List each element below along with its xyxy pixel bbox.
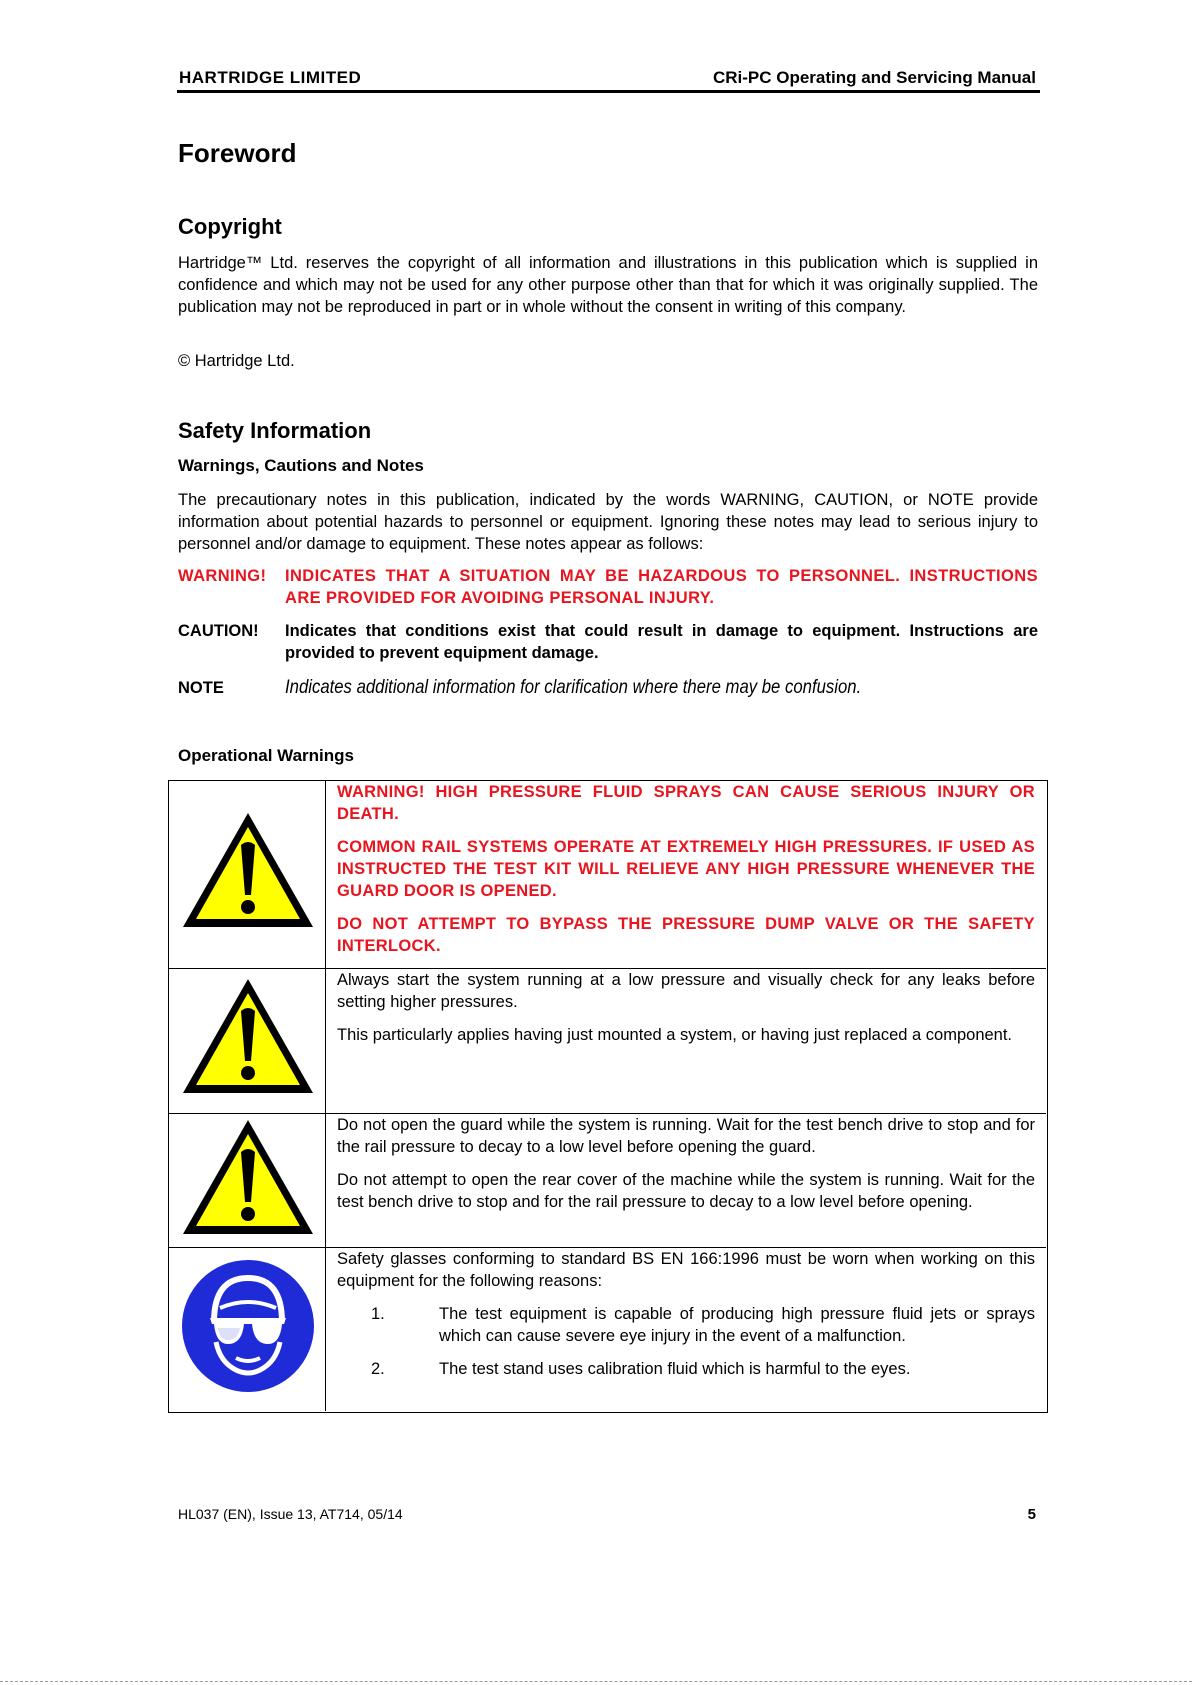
footer-page-number: 5: [1027, 1506, 1036, 1523]
row1-text: [337, 781, 1035, 968]
icon-cell: [169, 1248, 326, 1411]
copyright-title: Copyright: [178, 214, 282, 239]
operational-title: Operational Warnings: [178, 746, 355, 765]
footer-doc-ref: HL037 (EN), Issue 13, AT714, 05/14: [178, 1506, 403, 1522]
row4-paragraph-1: Safety glasses conforming to standard BS EN 166:1996 must be worn when working on this equipment for the following reasons:: [337, 1250, 1035, 1290]
warning-example: [178, 565, 1038, 611]
page-header: [177, 66, 1040, 93]
icon-cell: [169, 781, 326, 968]
header-company: HARTRIDGE LIMITED: [179, 68, 362, 87]
list-item-text: The test equipment is capable of producing high pressure fluid jets or sprays which can cause severe eye injury in the event of a malfunction.: [439, 1305, 1035, 1345]
note-example: [178, 677, 1038, 701]
row3-paragraph-1: Do not open the guard while the system is running. Wait for the test bench drive to stop and for the rail pressure to decay to a low level before opening the guard.: [337, 1116, 1035, 1156]
list-item-text: The test stand uses calibration fluid which is harmful to the eyes.: [439, 1360, 911, 1378]
foreword-title: Foreword: [178, 138, 297, 168]
row2-text: [337, 969, 1035, 1057]
warning-triangle-icon: [179, 1116, 317, 1238]
warning-triangle-icon: [179, 809, 317, 931]
warning-triangle-icon: [179, 975, 317, 1097]
caution-text: Indicates that conditions exist that could result in damage to equipment. Instructions are provided to prevent equipment damage.: [285, 622, 1038, 662]
operational-warnings-table: [168, 780, 1048, 1413]
warning-label: WARNING!: [178, 567, 267, 585]
copyright-notice: © Hartridge Ltd.: [178, 352, 295, 370]
safety-title: Safety Information: [178, 418, 372, 443]
row1-warning-detail: COMMON RAIL SYSTEMS OPERATE AT EXTREMELY HIGH PRESSURES. IF USED AS INSTRUCTED THE TEST KIT WILL RELIEVE ANY HIGH PRESSURE WHENEVER THE GUARD DOOR IS OPENED.: [337, 838, 1035, 900]
copyright-body: Hartridge™ Ltd. reserves the copyright of all information and illustrations in this publication which is supplied in confidence and which may not be used for any other purpose other than that for which it was originally supplied. The publication may not be reproduced in part or in whole without the consent in writing of this company.: [178, 254, 1038, 316]
header-manual-title: CRi-PC Operating and Servicing Manual: [712, 68, 1036, 87]
safety-subtitle: Warnings, Cautions and Notes: [178, 456, 424, 475]
list-item-number: 1.: [371, 1305, 385, 1323]
table-row: [169, 969, 1046, 1114]
note-text: Indicates additional information for clarification where there may be confusion.: [285, 677, 862, 698]
caution-label: CAUTION!: [178, 622, 259, 640]
caution-example: [178, 620, 1038, 666]
list-item: [337, 1303, 1035, 1347]
page-edge-divider: [0, 1681, 1192, 1682]
note-label: NOTE: [178, 679, 224, 697]
row2-paragraph-1: Always start the system running at a low pressure and visually check for any leaks before setting higher pressures.: [337, 971, 1035, 1011]
table-row: [169, 1114, 1046, 1248]
row4-text: [337, 1248, 1035, 1391]
row1-warning-headline: WARNING! HIGH PRESSURE FLUID SPRAYS CAN CAUSE SERIOUS INJURY OR DEATH.: [337, 783, 1035, 823]
list-item-number: 2.: [371, 1360, 385, 1378]
warning-text: INDICATES THAT A SITUATION MAY BE HAZARDOUS TO PERSONNEL. INSTRUCTIONS ARE PROVIDED FOR AVOIDING PERSONAL INJURY.: [285, 567, 1038, 607]
page-footer: [178, 1506, 1038, 1522]
table-row: [169, 781, 1046, 969]
icon-cell: [169, 969, 326, 1113]
icon-cell: [169, 1114, 326, 1247]
row3-text: [337, 1114, 1035, 1224]
row1-warning-instruction: DO NOT ATTEMPT TO BYPASS THE PRESSURE DUMP VALVE OR THE SAFETY INTERLOCK.: [337, 915, 1035, 955]
eye-protection-icon: [180, 1258, 316, 1394]
row3-paragraph-2: Do not attempt to open the rear cover of the machine while the system is running. Wait for the test bench drive to stop and for the rail pressure to decay to a low level before opening.: [337, 1171, 1035, 1211]
row2-paragraph-2: This particularly applies having just mounted a system, or having just replaced a component.: [337, 1026, 1013, 1044]
table-row: [169, 1248, 1046, 1411]
safety-body: The precautionary notes in this publication, indicated by the words WARNING, CAUTION, or NOTE provide information about potential hazards to personnel or equipment. Ignoring these notes may lead to serious injury to personnel and/or damage to equipment. These notes appear as follows:: [178, 491, 1038, 553]
list-item: [337, 1358, 1035, 1380]
